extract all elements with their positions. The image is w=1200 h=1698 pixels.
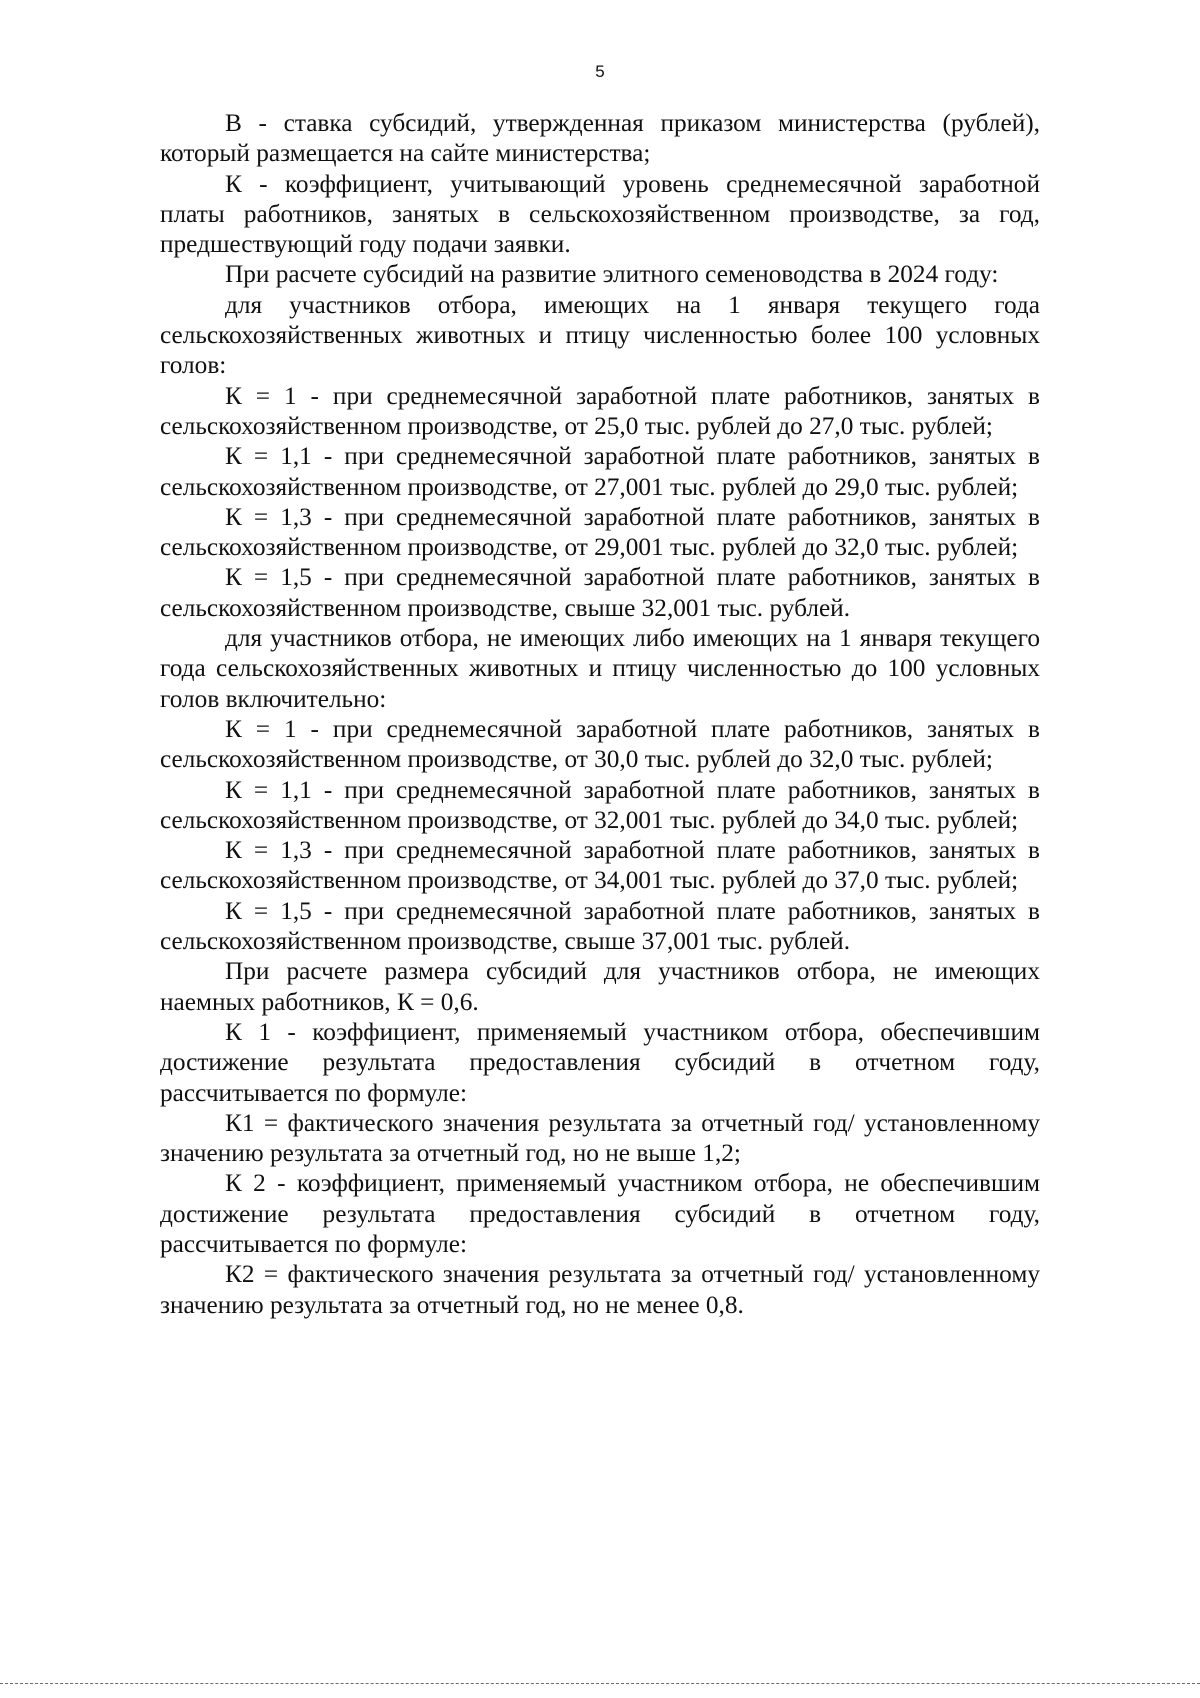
paragraph-k-1-1-group-a: К = 1,1 - при среднемесячной заработной плате работников, занятых в сельскохозяйственном производстве, от 27,001 тыс. рублей до 29,0 тыс. рублей; xyxy=(160,442,1040,501)
scan-edge-line xyxy=(0,1683,1200,1684)
paragraph-coefficient-k: К - коэффициент, учитывающий уровень среднемесячной заработной платы работников, занятых в сельскохозяйственном производстве, за год, предшествующий году подачи заявки. xyxy=(160,169,1040,259)
paragraph-k1-formula: К1 = фактического значения результата за отчетный год/ установленному значению результата за отчетный год, но не выше 1,2; xyxy=(160,1108,1040,1168)
paragraph-k-1-group-a: К = 1 - при среднемесячной заработной плате работников, занятых в сельскохозяйственном производстве, от 25,0 тыс. рублей до 27,0 тыс. рублей; xyxy=(160,381,1040,440)
paragraph-seed-production-intro: При расчете субсидий на развитие элитного семеноводства в 2024 году: xyxy=(225,260,999,289)
paragraph-k-1-5-group-a: К = 1,5 - при среднемесячной заработной плате работников, занятых в сельскохозяйственном производстве, свыше 32,001 тыс. рублей. xyxy=(160,563,1040,622)
page-number: 5 xyxy=(595,62,605,81)
paragraph-k2-formula: К2 = фактического значения результата за отчетный год/ установленному значению результата за отчетный год, но не менее 0,8. xyxy=(160,1260,1040,1319)
paragraph-k-1-5-group-b: К = 1,5 - при среднемесячной заработной плате работников, занятых в сельскохозяйственном производстве, свыше 37,001 тыс. рублей. xyxy=(160,896,1040,956)
paragraph-no-employees: При расчете размера субсидий для участников отбора, не имеющих наемных работников, К = 0,6. xyxy=(160,957,1040,1016)
paragraph-group-over-100: для участников отбора, имеющих на 1 января текущего года сельскохозяйственных животных и птицу численностью более 100 условных голов: xyxy=(160,290,1040,380)
paragraph-k-1-group-b: К = 1 - при среднемесячной заработной плате работников, занятых в сельскохозяйственном производстве, от 30,0 тыс. рублей до 32,0 тыс. рублей; xyxy=(160,714,1040,774)
paragraph-k2-definition: К 2 - коэффициент, применяемый участником отбора, не обеспечившим достижение результата предоставления субсидий в отчетном году, рассчитывается по формуле: xyxy=(160,1169,1040,1258)
paragraph-k-1-3-group-b: К = 1,3 - при среднемесячной заработной плате работников, занятых в сельскохозяйственном производстве, от 34,001 тыс. рублей до 37,0 тыс. рублей; xyxy=(160,836,1040,895)
paragraph-k-1-3-group-a: К = 1,3 - при среднемесячной заработной плате работников, занятых в сельскохозяйственном производстве, от 29,001 тыс. рублей до 32,0 тыс. рублей; xyxy=(160,502,1040,562)
paragraph-group-up-to-100: для участников отбора, не имеющих либо имеющих на 1 января текущего года сельскохозяйственных животных и птицу численностью до 100 условных голов включительно: xyxy=(160,624,1040,713)
paragraph-rate-b: В - ставка субсидий, утвержденная приказом министерства (рублей), который размещается на сайте министерства; xyxy=(160,109,1040,168)
paragraph-k-1-1-group-b: К = 1,1 - при среднемесячной заработной плате работников, занятых в сельскохозяйственном производстве, от 32,001 тыс. рублей до 34,0 тыс. рублей; xyxy=(160,775,1040,834)
paragraph-k1-definition: К 1 - коэффициент, применяемый участником отбора, обеспечившим достижение результата предоставления субсидий в отчетном году, рассчитывается по формуле: xyxy=(160,1017,1040,1107)
document-body xyxy=(160,108,1040,1320)
